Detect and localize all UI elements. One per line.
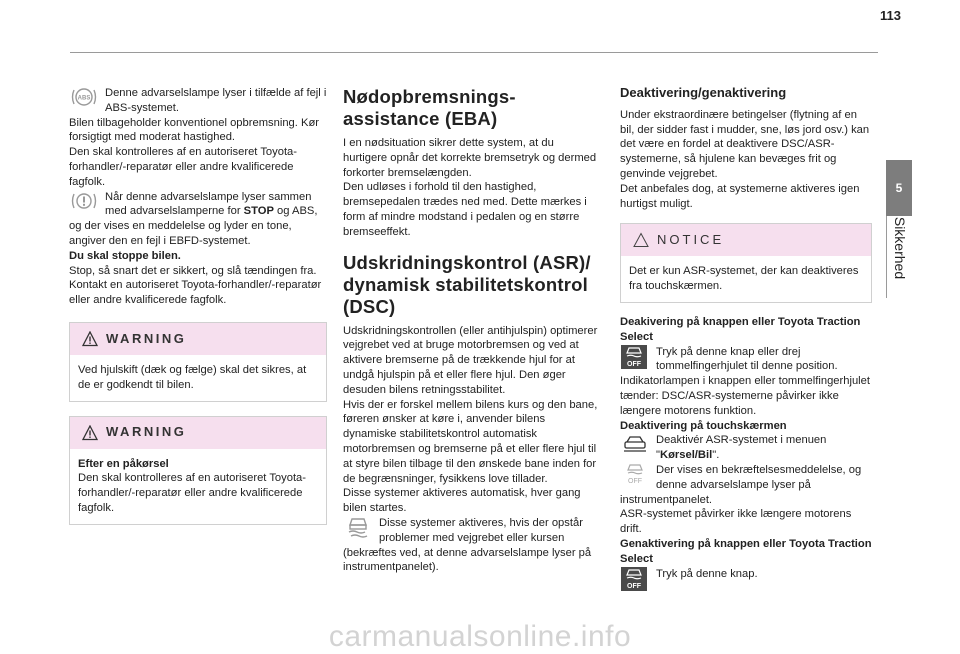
reactivation-heading: Genaktivering på knappen eller Toyota Traction Select (620, 537, 872, 565)
abs-paragraph-1: Bilen tilbageholder konventionel opbremsning. Kør forsigtigt med moderat hastighed. (69, 116, 320, 144)
contact-paragraph: Kontakt en autoriseret Toyota-forhandler/-reparatør eller andre kvalificerede fagfolk. (69, 279, 322, 307)
asr-title: Udskridningskontrol (ASR)/ dynamisk stabilitetskontrol (DSC) (343, 251, 591, 317)
ebfd-warning-text (69, 190, 327, 249)
esp-off-lamp-icon (620, 463, 650, 485)
abs-warning-row (69, 86, 327, 116)
reactivation-row (620, 567, 872, 591)
deactivation-title: Deaktivering/genaktivering (620, 85, 787, 100)
button-deactivation-paragraph: Indikatorlampen i knappen eller tommelfingerhjulet tænder: DSC/ASR-systemerne påvirker ikke længere motorens funktion. (620, 375, 870, 417)
warning-box-1 (69, 322, 327, 402)
warning-box-2-header (70, 417, 326, 449)
touch-deactivation-row (620, 433, 872, 463)
warning-box-2-title: WARNING (106, 424, 187, 440)
eba-paragraph-2: Den udløses i forhold til den hastighed, bremsepedalen trædes ned med. Dette mærkes i form af mindre modstand i pedalen og en større bremseeffekt. (343, 181, 587, 238)
column-3 (620, 86, 872, 591)
touch-menu-label: Kørsel/Bil (659, 449, 713, 462)
stop-heading: Du skal stoppe bilen. (69, 249, 181, 262)
warning-box-2-body (70, 449, 326, 524)
warning-triangle-icon (82, 331, 98, 347)
brake-warning-lamp-icon (69, 190, 99, 212)
ebfd-warning-row (69, 190, 327, 249)
esp-off-button-icon (620, 345, 650, 369)
asr-paragraph-2: Hvis der er forskel mellem bilens kurs og den bane, føreren ønsker at køre i, anvender bilens dynamiske stabilitetskontrol automatisk motorbremsen og bremserne på et eller flere hjul til at styre bilen tilbage til den ønskede bane inden for de begrænsninger, fysikkens love tillader. (343, 398, 598, 485)
confirmation-row (620, 463, 872, 507)
eba-paragraph-1: I en nødsituation sikrer dette system, at du hurtigere opnår det korrekte bremsetryk og dermed forkorter bremselængden. (343, 137, 597, 179)
notice-triangle-icon (633, 232, 649, 248)
off-lamp-label: OFF (628, 477, 642, 485)
stop-paragraph: Stop, så snart det er sikkert, og slå tændingen fra. (69, 264, 317, 277)
touch-deactivation-text (620, 433, 872, 463)
chapter-tab[interactable]: 5 (886, 160, 912, 216)
asr-paragraph-1: Udskridningskontrollen (eller antihjulspin) optimerer vejgrebet ved at bruge motorbremsen og ved at aktivere bremserne på de trækkende hjul for at undgå hjulspin på et eller flere hjul. Den øger desuden bilens retningsstabilitet. (343, 324, 598, 396)
notice-box-text: Det er kun ASR-systemet, der kan deaktiveres fra touchskærmen. (629, 265, 859, 293)
ebfd-text-pre: Når denne advarselslampe lyser sammen med advarselslamperne for (105, 190, 312, 218)
ebfd-text-post: og ABS, og der vises en meddelelse og lyder en tone, angiver den en fejl i EBFD-systemet. (69, 205, 318, 247)
abs-warning-text: Denne advarselslampe lyser i tilfælde af fejl i ABS-systemet. (105, 87, 327, 114)
touch-deactivation-paragraph: ASR-systemet påvirker ikke længere motorens drift. (620, 508, 852, 536)
notice-box-title: NOTICE (657, 231, 725, 247)
button-deactivation-row (620, 345, 872, 375)
watermark: carmanualsonline.info (328, 620, 632, 653)
chapter-label: Sikkerhed (892, 216, 908, 280)
asr-lamp-row (343, 516, 599, 575)
confirmation-text: Der vises en bekræftelsesmeddelelse, og denne advarselslampe lyser på instrumentpanelet. (620, 463, 862, 506)
deactivation-paragraph-2: Det anbefales dog, at systemerne aktiveres igen hurtigst muligt. (620, 182, 860, 210)
column-2 (343, 86, 599, 575)
asr-paragraph-3: Disse systemer aktiveres automatisk, hver gang bilen startes. (343, 487, 581, 515)
warning-triangle-icon (82, 425, 98, 441)
warning-box-2-subtitle: Efter en påkørsel (78, 457, 169, 470)
skid-control-lamp-icon (343, 516, 373, 538)
column-1 (69, 86, 327, 525)
warning-box-1-body (70, 355, 326, 401)
esp-off-button-icon (620, 567, 650, 591)
touch-text-post: ". (712, 449, 720, 462)
off-label: OFF (627, 582, 641, 590)
reactivation-text: Tryk på denne knap. (656, 567, 758, 580)
warning-box-1-text: Ved hjulskift (dæk og fælge) skal det sikres, at de er godkendt til bilen. (78, 363, 307, 391)
abs-paragraph-2: Den skal kontrolleres af en autoriseret Toyota-forhandler/-reparatør eller andre kvalificerede fagfolk. (69, 146, 298, 188)
notice-box-header (621, 224, 871, 256)
warning-box-1-title: WARNING (106, 330, 187, 346)
warning-box-2-text: Den skal kontrolleres af en autoriseret Toyota-forhandler/-reparatør eller andre kvalificerede fagfolk. (78, 472, 307, 514)
deactivation-paragraph-1: Under ekstraordinære betingelser (flytning af en bil, der sidder fast i mudder, sne, løs jord osv.) kan det være en fordel at deaktivere DSC/ASR-systemerne, så hjulene kan bevæges frit og genvinde vejgrebet. (620, 108, 870, 180)
svg-text:ABS: ABS (77, 95, 91, 102)
notice-box-body (621, 256, 871, 302)
button-deactivation-text: Tryk på denne knap eller drej tommelfingerhjulet til denne position. (656, 345, 838, 373)
asr-lamp-text: Disse systemer aktiveres, hvis der opstår problemer med vejgrebet eller kursen (bekræftes ved, at denne advarselslampe lyser på instrumentpanelet). (343, 516, 592, 574)
warning-box-1-header (70, 323, 326, 355)
touch-deactivation-heading: Deaktivering på touchskærmen (620, 419, 787, 432)
button-deactivation-heading: Deakivering på knappen eller Toyota Traction Select (620, 315, 861, 343)
off-label: OFF (627, 360, 641, 368)
ebfd-stop-label: STOP (243, 205, 274, 218)
abs-warning-lamp-icon (69, 86, 99, 108)
eba-title: Nødopbremsnings-assistance (EBA) (343, 86, 516, 129)
warning-box-2 (69, 416, 327, 525)
notice-box (620, 223, 872, 303)
touch-text-pre: Deaktivér ASR-systemet i menuen " (656, 434, 827, 462)
header-divider (70, 52, 878, 53)
sidebar-divider (886, 216, 887, 298)
page-number: 113 (880, 8, 901, 23)
car-menu-icon (620, 433, 650, 455)
